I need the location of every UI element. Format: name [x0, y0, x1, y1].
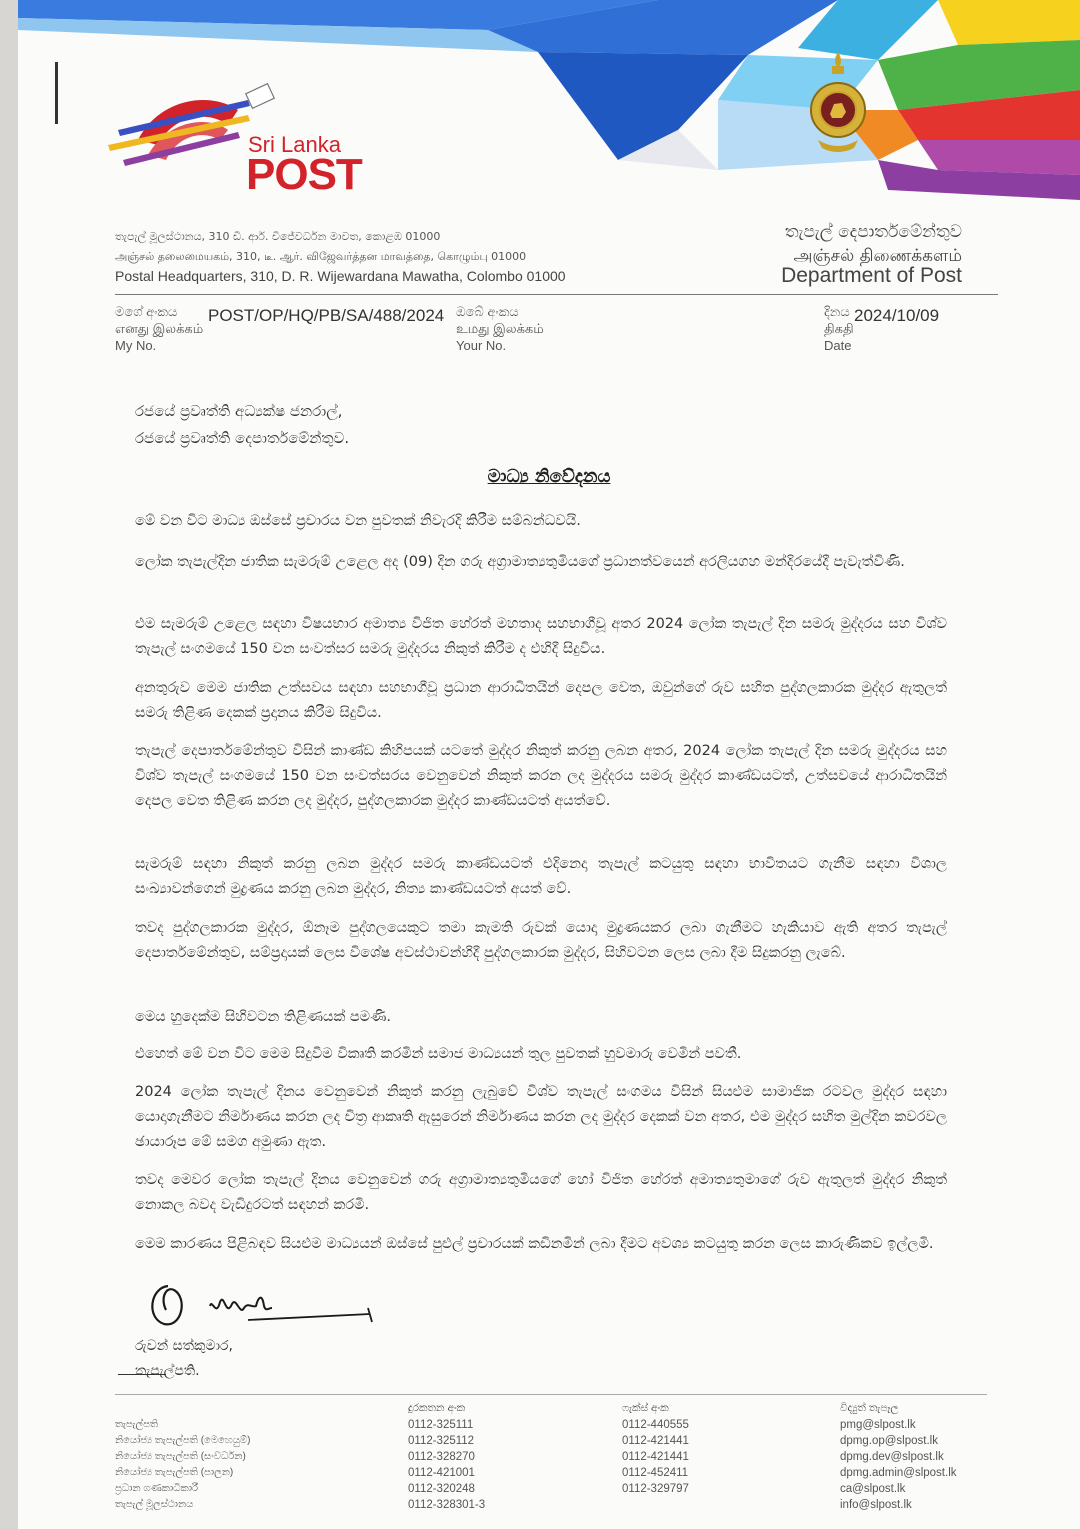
paragraph-9: එහෙත් මේ වන විට මෙම සිදුවීම විකෘති කරමින් සමාජ මාධ්‍යයන් තුල පුවතක් හුවමාරු වෙමින් පවතී. — [135, 1046, 742, 1062]
phone-number: 0112-320248 — [408, 1483, 475, 1495]
footer-faxes — [622, 1400, 689, 1497]
paragraph-2: ලෝක තැපැල්දින ජාතික සැමරුම් උළෙල අද (09) දින ගරු අග්‍රාමාත්‍යතුමියගේ ප්‍රධානත්වයෙන් අරලියගහ මන්දිරයේදී පැවැත්විණි. — [135, 554, 905, 570]
my-no-value: POST/OP/HQ/PB/SA/488/2024 — [208, 306, 445, 325]
addressee-line-2: රජයේ ප්‍රවෘත්ති දෙපාර්තමේන්තුව. — [135, 429, 350, 447]
dept-name-english: Department of Post — [781, 264, 962, 287]
email-address: pmg@slpost.lk — [840, 1419, 916, 1431]
addressee-line-1: රජයේ ප්‍රවෘත්ති අධ්‍යක්ෂ ජනරාල්, — [135, 402, 343, 420]
my-no-label: මගේ අංකය எனது இலக்கம் My No. — [115, 304, 204, 353]
email-address: dpmg.admin@slpost.lk — [840, 1467, 957, 1479]
fax-header: ෆැක්ස් අංක — [622, 1402, 669, 1414]
dept-name-tamil: அஞ்சல் திணைக்களம் — [793, 246, 962, 266]
paragraph-8: මෙය හුදෙක්ම සිහිවටන තිළිණයක් පමණි. — [135, 1009, 392, 1025]
letter-page — [18, 0, 1080, 1529]
fax-number: 0112-421441 — [622, 1435, 689, 1447]
fax-number: 0112-452411 — [622, 1467, 689, 1479]
logo-post: POST — [246, 150, 362, 199]
phone-number: 0112-421001 — [408, 1467, 475, 1479]
email-address: dpmg.dev@slpost.lk — [840, 1451, 944, 1463]
header-divider — [115, 294, 998, 295]
address-tamil: அஞ்சல் தலைமையகம், 310, டீ. ஆர். விஜேவர்த்தன மாவத்தை, கொழும்பு 01000 — [115, 250, 527, 263]
footer-role: නියෝජ්‍ය තැපැල්පති (මෙහෙයුම්) — [115, 1435, 251, 1446]
fax-number: 0112-421441 — [622, 1451, 689, 1463]
handwritten-signature — [140, 1278, 380, 1338]
footer-role: තැපැල් මූලස්ථානය — [115, 1499, 194, 1510]
phone-header: දුරකතන අංක — [408, 1402, 466, 1414]
footer-role: ප්‍රධාන ගණකාධිකාරී — [115, 1483, 199, 1494]
email-header: විද්‍යුත් තැපෑල — [840, 1402, 899, 1414]
signatory-name: රුවන් සත්කුමාර, — [135, 1338, 233, 1354]
dept-name-sinhala: තැපැල් දෙපාර්තමේන්තුව — [784, 222, 962, 242]
footer-roles — [115, 1417, 250, 1513]
document-title: මාධ්‍ය නිවේදනය — [487, 466, 611, 487]
paragraph-4: අනතුරුව මෙම ජාතික උත්සවය සඳහා සහභාගීවූ ප්‍රධාන ආරාධිතයින් දෙපල වෙත, ඔවුන්ගේ රුව සහිත පුද්ගලකාරක මුද්දර ඇතුලත් සමරු තිළිණ දෙකක් ප්‍රදානය කිරීම සිදුවිය. — [135, 680, 947, 721]
paragraph-7: තවද පුද්ගලකාරක මුද්දර, ඕනෑම පුද්ගලයෙකුට තමා කැමති රුවක් යොදා මුද්‍රණයකර ලබා ගැනීමට හැකියාව ඇති අතර තැපැල් දෙපාර්තමේන්තුව, සම්ප්‍රදායක් ලෙස විශේෂ අවස්ථාවන්හිදී පුද්ගලකාරක මුද්දර, සිහිවටන ලෙස ලබා දීම සිදුකරනු ලැබේ. — [135, 920, 947, 961]
margin-mark — [55, 62, 58, 124]
email-address: dpmg.op@slpost.lk — [840, 1435, 938, 1447]
phone-number: 0112-328301-3 — [408, 1499, 486, 1511]
footer-role: නියෝජ්‍ය තැපැල්පති (පාලන) — [115, 1467, 234, 1478]
paragraph-3: එම සැමරුම් උළෙල සඳහා විෂයභාර අමාත්‍ය විජිත හේරත් මහතාද සහභාගීවූ අතර 2024 ලෝක තැපැල් දින සමරු මුද්දරය සහ විශ්ව තැපැල් සංගමයේ 150 වන සංවත්සර සමරු මුද්දරය නිකුත් කිරීම ද එහිදී සිදුවිය. — [135, 616, 947, 657]
paragraph-12: මෙම කාරණය පිළිබඳව සියළුම මාධ්‍යයන් ඔස්සේ පුළුල් ප්‍රචාරයක් කඩිනමින් ලබා දීමට අවශ්‍ය කටයුතු කරන ලෙස කාරුණිකව ඉල්ලමි. — [135, 1236, 934, 1252]
paragraph-10: 2024 ලෝක තැපැල් දිනය වෙනුවෙන් නිකුත් කරනු ලැබුවේ විශ්ව තැපැල් සංගමය විසින් සියළුම සාමාජික රටවල මුද්දර සඳහා යොදාගැනීමට නිර්මාණය කරන ලද චිත්‍ර ආකෘති ඇසුරෙන් නිර්මාණය කරන ලද මුද්දර දෙකක් වන අතර, එම මුද්දර සහිත මුල්දින කවරවල ඡායාරූප මේ සමග අමුණා ඇත. — [135, 1084, 947, 1150]
address-english: Postal Headquarters, 310, D. R. Wijewardana Mawatha, Colombo 01000 — [115, 268, 566, 284]
footer-emails — [840, 1400, 957, 1513]
fax-number: 0112-329797 — [622, 1483, 689, 1495]
date-value: 2024/10/09 — [854, 306, 940, 325]
date-label: දිනය திகதி Date — [824, 304, 854, 353]
signatory-post: තැපැල්පති. — [135, 1363, 200, 1379]
phone-number: 0112-325111 — [408, 1419, 474, 1431]
state-emblem — [808, 48, 868, 160]
logo-title: Sri Lanka — [248, 132, 341, 157]
email-address: info@slpost.lk — [840, 1499, 912, 1511]
your-no-label: ඔබේ අංකය உமது இலக்கம் Your No. — [456, 304, 544, 353]
paragraph-6: සැමරුම් සඳහා නිකුත් කරනු ලබන මුද්දර සමරු කාණ්ඩයටත් එදිනෙදා තැපැල් කටයුතු සඳහා භාවිතයට ගැනීම සඳහා විශාල සංඛ්‍යාවන්ගෙන් මුද්‍රණය කරනු ලබන මුද්දර, නිත්‍ය කාණ්ඩයටත් අයත් වේ. — [135, 856, 947, 897]
footer-role: නියෝජ්‍ය තැපැල්පති (සංවර්ධන) — [115, 1451, 246, 1462]
phone-number: 0112-325112 — [408, 1435, 475, 1447]
email-address: ca@slpost.lk — [840, 1483, 906, 1495]
fax-number: 0112-440555 — [622, 1419, 689, 1431]
footer-phones — [408, 1400, 485, 1513]
paragraph-11: තවද මෙවර ලෝක තැපැල් දිනය වෙනුවෙන් ගරු අග්‍රාමාත්‍යතුමියගේ හෝ විජිත හේරත් අමාත්‍යතුමාගේ රුව ඇතුලත් මුද්දර නිකුත් නොකල බවද වැඩිදුරටත් සඳහන් කරමි. — [135, 1172, 947, 1213]
paragraph-5: තැපැල් දෙපාර්තමේන්තුව විසින් කාණ්ඩ කිහිපයක් යටතේ මුද්දර නිකුත් කරනු ලබන අතර, 2024 ලෝක තැපැල් දින සමරු මුද්දරය සහ විශ්ව තැපැල් සංගමයේ 150 වන සංවත්සරය වෙනුවෙන් නිකුත් කරන ලද මුද්දරය සමරු මුද්දර කාණ්ඩයටත්, උත්සවයේ ආරාධිතයින් දෙපල වෙත තිළිණ කරන ලද මුද්දර, පුද්ගලකාරක මුද්දර කාණ්ඩයටත් අයත්වේ. — [135, 743, 947, 809]
phone-number: 0112-328270 — [408, 1451, 475, 1463]
addressee — [135, 398, 349, 452]
address-sinhala: තැපැල් මූලස්ථානය, 310 ඩී. ආර්. විජේවර්ධන මාවත, කොළඹ 01000 — [115, 230, 441, 243]
footer-divider — [115, 1394, 987, 1395]
footer-role: තැපැල්පති — [115, 1419, 158, 1430]
paragraph-1: මේ වන විට මාධ්‍ය ඔස්සේ ප්‍රචාරය වන පුවතක් නිවැරදි කිරීම සම්බන්ධවයි. — [135, 513, 581, 529]
